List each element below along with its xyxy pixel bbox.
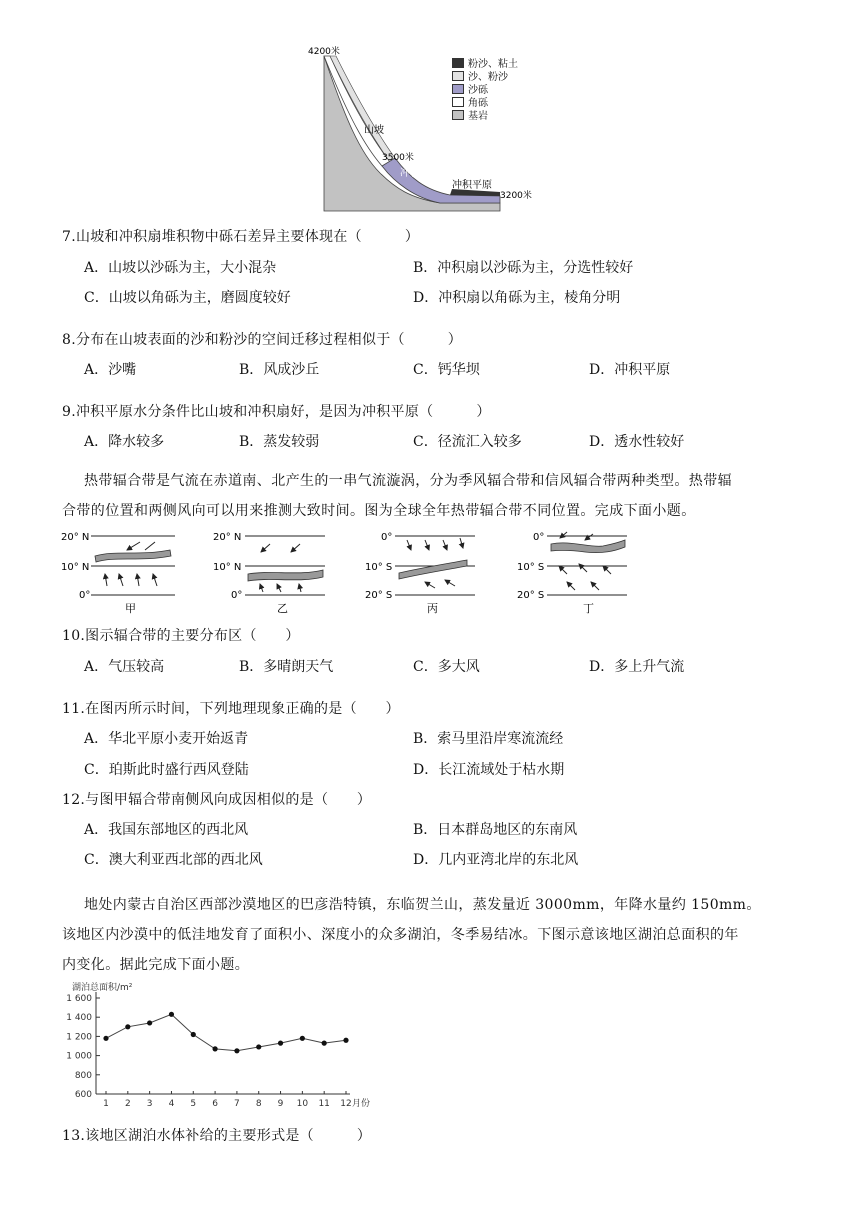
legend-swatch-sandy-gravel bbox=[452, 84, 464, 94]
lat-label: 10° N bbox=[61, 562, 90, 573]
legend-item: 沙、粉沙 bbox=[468, 72, 508, 83]
question-8-option-b[interactable]: B．风成沙丘 bbox=[239, 362, 320, 378]
data-point bbox=[256, 1044, 261, 1049]
x-tick-label: 9 bbox=[277, 1099, 284, 1109]
question-10-option-c[interactable]: C．多大风 bbox=[413, 659, 480, 675]
lat-label: 20° N bbox=[213, 532, 242, 543]
panel-caption: 丁 bbox=[583, 602, 594, 615]
itcz-panel-ding bbox=[517, 532, 627, 615]
plain-label: 冲积平原 bbox=[452, 180, 492, 191]
question-12-stem: 12.与图甲辐合带南侧风向成因相似的是（ ） bbox=[62, 792, 372, 808]
lat-label: 0° bbox=[381, 532, 393, 543]
lat-label: 10° S bbox=[517, 562, 545, 573]
data-point bbox=[147, 1020, 152, 1025]
lat-label: 0° bbox=[231, 590, 243, 601]
legend-item: 粉沙、粘土 bbox=[468, 59, 518, 70]
question-12-option-d[interactable]: D．几内亚湾北岸的东北风 bbox=[413, 852, 579, 868]
question-9-option-a[interactable]: A．降水较多 bbox=[84, 434, 165, 450]
legend-swatch-bedrock bbox=[452, 110, 464, 120]
x-tick-label: 12 bbox=[340, 1099, 352, 1109]
lat-label: 10° S bbox=[365, 562, 393, 573]
lake-area-chart bbox=[58, 980, 398, 1112]
slope-label: 山坡 bbox=[364, 125, 384, 136]
question-12-option-c[interactable]: C．澳大利亚西北部的西北风 bbox=[84, 852, 263, 868]
question-8-option-a[interactable]: A．沙嘴 bbox=[84, 362, 137, 378]
elevation-3200-label: 3200米 bbox=[500, 191, 532, 201]
question-7-stem: 7.山坡和冲积扇堆积物中砾石差异主要体现在（ ） bbox=[62, 229, 420, 245]
lat-label: 10° N bbox=[213, 562, 242, 573]
lat-label: 0° bbox=[79, 590, 91, 601]
passage-lake-line-1: 地处内蒙古自治区西部沙漠地区的巴彦浩特镇，东临贺兰山，蒸发量近 3000mm，年降水量约 150mm。 bbox=[84, 897, 761, 913]
data-point bbox=[103, 1036, 108, 1041]
itcz-panel-jia bbox=[61, 532, 175, 615]
question-12-option-a[interactable]: A．我国东部地区的西北风 bbox=[84, 822, 249, 838]
data-point bbox=[234, 1048, 239, 1053]
question-11-stem: 11.在图丙所示时间，下列地理现象正确的是（ ） bbox=[62, 701, 400, 717]
data-point bbox=[191, 1032, 196, 1037]
elevation-3500-label: 3500米 bbox=[382, 153, 414, 163]
lat-label: 20° S bbox=[365, 590, 393, 601]
y-tick-label: 1 400 bbox=[66, 1013, 92, 1024]
lat-label: 0° bbox=[533, 532, 545, 543]
fig1-legend bbox=[452, 56, 518, 121]
fan-label: 冲积扇 bbox=[400, 168, 430, 179]
data-point bbox=[169, 1012, 174, 1017]
passage-lake-line-2: 该地区内沙漠中的低洼地发育了面积小、深度小的众多湖泊，冬季易结冰。下图示意该地区湖泊总面积的年 bbox=[62, 927, 739, 943]
series-line bbox=[106, 1014, 346, 1050]
legend-item: 沙砾 bbox=[468, 85, 488, 96]
question-11-option-c[interactable]: C．珀斯此时盛行西风登陆 bbox=[84, 762, 249, 778]
question-9-option-c[interactable]: C．径流汇入较多 bbox=[413, 434, 522, 450]
panel-caption: 乙 bbox=[277, 602, 288, 615]
x-tick-label: 2 bbox=[124, 1099, 131, 1109]
x-tick-label: 11 bbox=[318, 1099, 330, 1109]
y-axis-label: 湖泊总面积/m² bbox=[72, 983, 133, 993]
y-tick-label: 1 600 bbox=[66, 994, 92, 1004]
question-7-option-a[interactable]: A．山坡以沙砾为主，大小混杂 bbox=[84, 260, 277, 276]
question-9-option-b[interactable]: B．蒸发较弱 bbox=[239, 434, 320, 450]
passage-lake-line-3: 内变化。据此完成下面小题。 bbox=[62, 957, 250, 973]
question-13-stem: 13.该地区湖泊水体补给的主要形式是（ ） bbox=[62, 1128, 372, 1144]
passage-itcz-line-2: 合带的位置和两侧风向可以用来推测大致时间。图为全球全年热带辐合带不同位置。完成下面小题。 bbox=[62, 503, 696, 519]
x-tick-label: 4 bbox=[168, 1099, 175, 1109]
legend-swatch-angular-gravel bbox=[452, 97, 464, 107]
legend-swatch-sand-silt bbox=[452, 71, 464, 81]
x-tick-label: 3 bbox=[146, 1099, 153, 1109]
y-tick-label: 800 bbox=[74, 1070, 92, 1081]
y-tick-label: 1 000 bbox=[66, 1051, 92, 1062]
x-axis-label: 月份 bbox=[352, 1099, 371, 1109]
question-10-option-b[interactable]: B．多晴朗天气 bbox=[239, 659, 334, 675]
itcz-figure bbox=[55, 526, 655, 618]
question-9-option-d[interactable]: D．透水性较好 bbox=[589, 434, 685, 450]
question-11-option-d[interactable]: D．长江流域处于枯水期 bbox=[413, 762, 565, 778]
data-point bbox=[278, 1041, 283, 1046]
question-11-option-a[interactable]: A．华北平原小麦开始返青 bbox=[84, 731, 249, 747]
panel-caption: 丙 bbox=[427, 602, 438, 615]
question-10-stem: 10.图示辐合带的主要分布区（ ） bbox=[62, 628, 300, 644]
x-tick-label: 1 bbox=[103, 1099, 109, 1109]
lat-label: 20° N bbox=[61, 532, 90, 543]
question-7-option-b[interactable]: B．冲积扇以沙砾为主，分选性较好 bbox=[413, 260, 634, 276]
legend-swatch-silt-clay bbox=[452, 58, 464, 68]
question-7-option-d[interactable]: D．冲积扇以角砾为主，棱角分明 bbox=[413, 290, 621, 306]
question-10-option-a[interactable]: A．气压较高 bbox=[84, 659, 165, 675]
data-point bbox=[322, 1041, 327, 1046]
question-7-option-c[interactable]: C．山坡以角砾为主，磨圆度较好 bbox=[84, 290, 291, 306]
legend-item: 基岩 bbox=[468, 111, 488, 122]
question-9-stem: 9.冲积平原水分条件比山坡和冲积扇好，是因为冲积平原（ ） bbox=[62, 404, 491, 420]
passage-itcz-line-1: 热带辐合带是气流在赤道南、北产生的一串气流漩涡，分为季风辐合带和信风辐合带两种类型。热带辐 bbox=[84, 473, 732, 489]
panel-caption: 甲 bbox=[125, 602, 136, 615]
legend-item: 角砾 bbox=[468, 98, 488, 109]
x-tick-label: 10 bbox=[296, 1099, 309, 1109]
y-tick-label: 1 200 bbox=[66, 1032, 92, 1043]
question-8-option-d[interactable]: D．冲积平原 bbox=[589, 362, 671, 378]
itcz-panel-yi bbox=[213, 532, 325, 615]
x-tick-label: 5 bbox=[190, 1099, 197, 1109]
question-12-option-b[interactable]: B．日本群岛地区的东南风 bbox=[413, 822, 578, 838]
question-8-stem: 8.分布在山坡表面的沙和粉沙的空间迁移过程相似于（ ） bbox=[62, 332, 463, 348]
x-tick-label: 8 bbox=[255, 1099, 262, 1109]
lat-label: 20° S bbox=[517, 590, 545, 601]
question-11-option-b[interactable]: B．索马里沿岸寒流流经 bbox=[413, 731, 564, 747]
data-point bbox=[300, 1036, 305, 1041]
question-10-option-d[interactable]: D．多上升气流 bbox=[589, 659, 685, 675]
itcz-panel-bing bbox=[365, 532, 475, 615]
y-tick-label: 600 bbox=[74, 1090, 92, 1100]
data-point bbox=[125, 1024, 130, 1029]
question-8-option-c[interactable]: C．钙华坝 bbox=[413, 362, 480, 378]
x-tick-label: 6 bbox=[212, 1099, 218, 1109]
data-point bbox=[343, 1038, 348, 1043]
x-tick-label: 7 bbox=[234, 1099, 240, 1109]
elevation-4200-label: 4200米 bbox=[308, 47, 340, 57]
data-point bbox=[212, 1046, 217, 1051]
